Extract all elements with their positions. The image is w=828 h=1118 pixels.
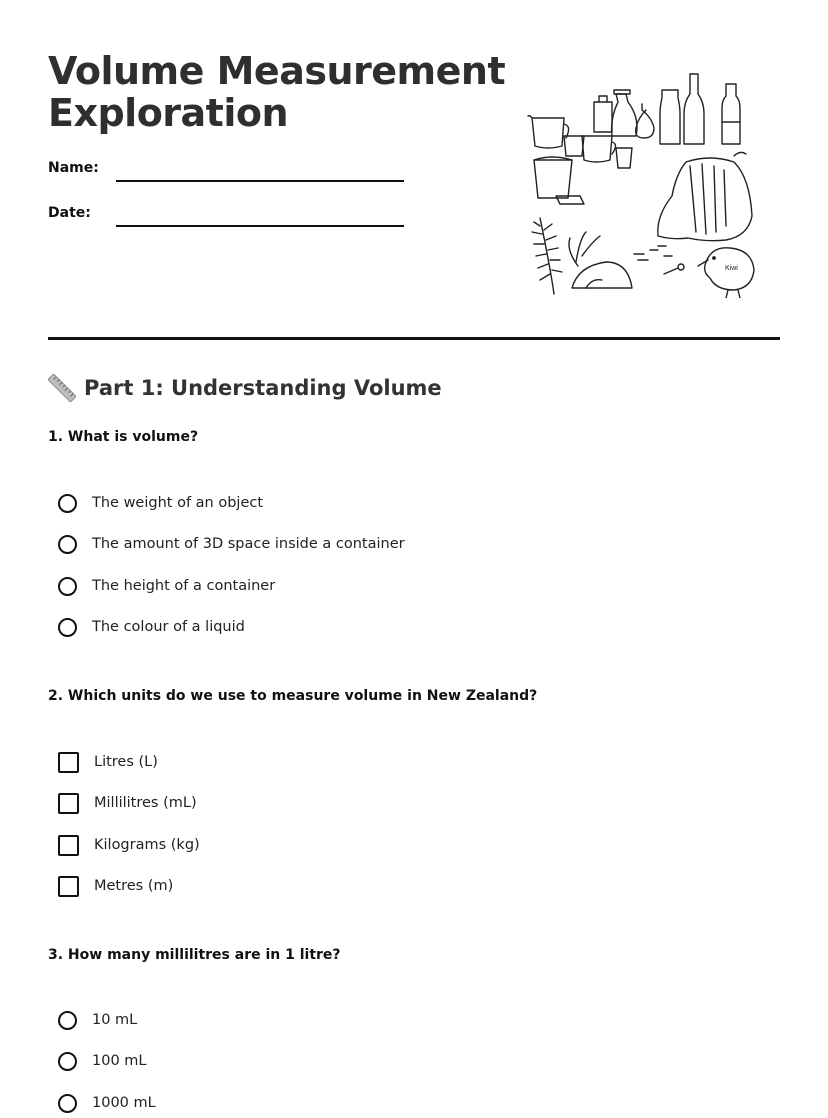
q1-option-1[interactable]	[58, 491, 263, 515]
q2-option-4[interactable]	[58, 874, 173, 898]
option-label: Metres (m)	[94, 878, 174, 894]
question-2: 2. Which units do we use to measure volume in New Zealand?	[48, 688, 538, 704]
q3-option-1[interactable]	[58, 1008, 137, 1032]
part1-heading	[48, 374, 442, 402]
checkbox[interactable]	[58, 752, 79, 773]
containers-nz-nature-illustration	[526, 66, 762, 298]
q1-option-3[interactable]	[58, 574, 275, 598]
option-label: The colour of a liquid	[92, 619, 245, 635]
name-label: Name:	[48, 160, 99, 176]
q2-option-2[interactable]	[58, 791, 197, 815]
q1-option-2[interactable]	[58, 532, 405, 556]
radio-button[interactable]	[58, 577, 77, 596]
option-label: The height of a container	[92, 578, 276, 594]
option-label: 100 mL	[92, 1053, 147, 1069]
q1-option-4[interactable]	[58, 615, 245, 639]
question-3: 3. How many millilitres are in 1 litre?	[48, 947, 341, 963]
title-line-2: Exploration	[48, 91, 289, 135]
checkbox[interactable]	[58, 793, 79, 814]
part1-title: Part 1: Understanding Volume	[84, 376, 442, 400]
ruler-icon	[48, 374, 76, 402]
name-field[interactable]	[116, 180, 404, 182]
date-field[interactable]	[116, 225, 404, 227]
option-label: 10 mL	[92, 1012, 138, 1028]
q2-option-3[interactable]	[58, 833, 200, 857]
radio-button[interactable]	[58, 1052, 77, 1071]
q3-option-3[interactable]	[58, 1091, 156, 1115]
radio-button[interactable]	[58, 1011, 77, 1030]
worksheet-title	[48, 50, 508, 134]
radio-button[interactable]	[58, 618, 77, 637]
q2-option-1[interactable]	[58, 750, 158, 774]
radio-button[interactable]	[58, 494, 77, 513]
q3-option-2[interactable]	[58, 1049, 147, 1073]
option-label: Kilograms (kg)	[94, 837, 200, 853]
title-line-1: Volume Measurement	[48, 49, 506, 93]
kiwi-label: Kiwi	[725, 265, 738, 272]
checkbox[interactable]	[58, 876, 79, 897]
option-label: Litres (L)	[94, 754, 158, 770]
option-label: The amount of 3D space inside a container	[92, 536, 405, 552]
option-label: 1000 mL	[92, 1095, 156, 1111]
section-divider	[48, 337, 780, 340]
date-label: Date:	[48, 205, 91, 221]
option-label: Millilitres (mL)	[94, 795, 197, 811]
question-1: 1. What is volume?	[48, 429, 199, 445]
radio-button[interactable]	[58, 1094, 77, 1113]
checkbox[interactable]	[58, 835, 79, 856]
option-label: The weight of an object	[92, 495, 264, 511]
radio-button[interactable]	[58, 535, 77, 554]
